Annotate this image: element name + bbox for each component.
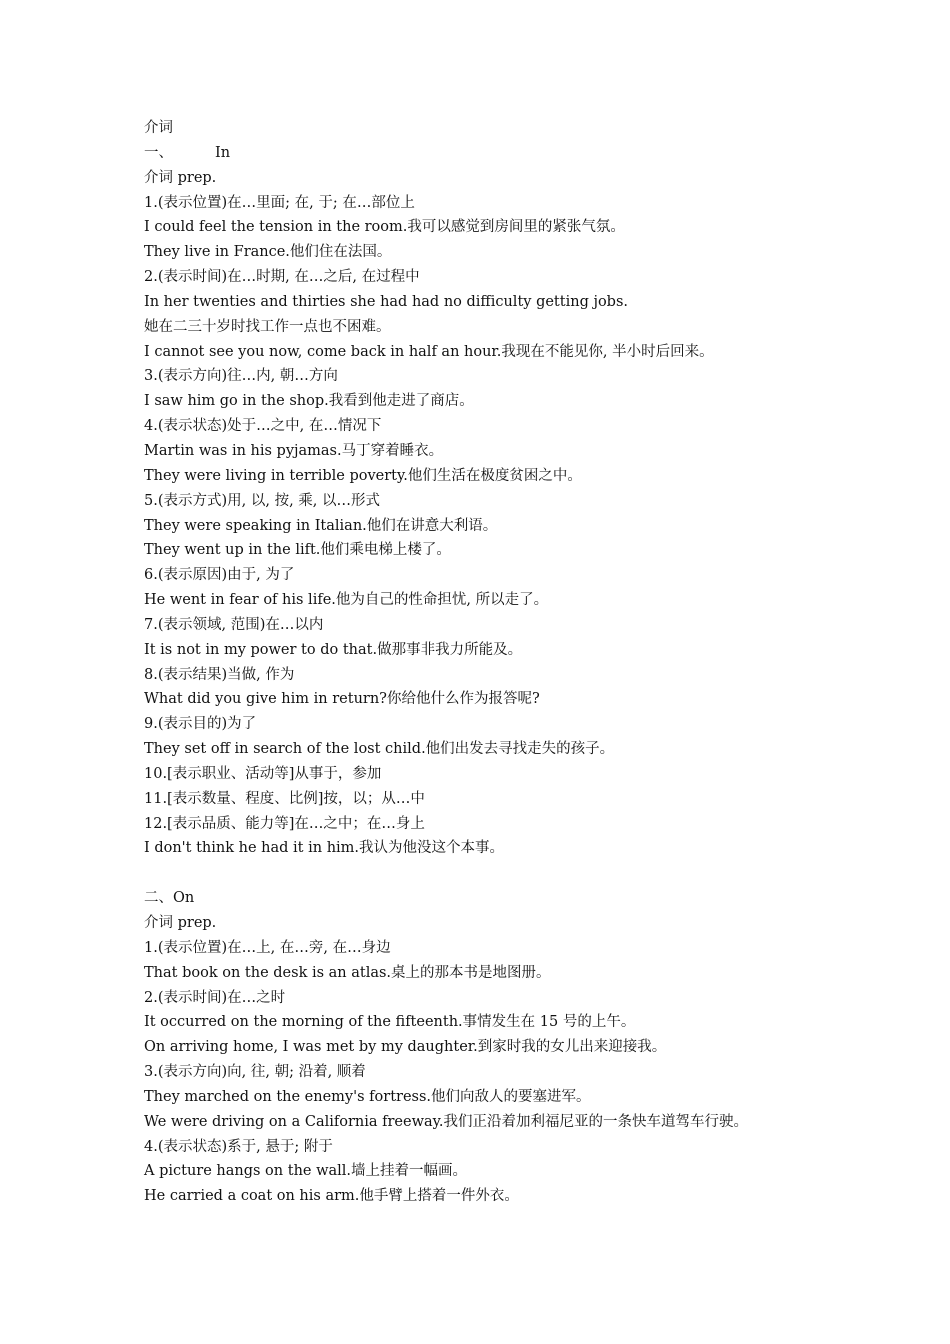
text-line: They marched on the enemy's fortress.他们向敌人的要塞进军。 — [144, 1088, 591, 1105]
text-line: 2.(表示时间)在…时期, 在…之后, 在过程中 — [144, 269, 420, 286]
text-line: 她在二三十岁时找工作一点也不困难。 — [144, 318, 391, 335]
text-line: 5.(表示方式)用, 以, 按, 乘, 以…形式 — [144, 492, 381, 509]
text-line: 9.(表示目的)为了 — [144, 716, 257, 733]
text-line: He carried a coat on his arm.他手臂上搭着一件外衣。 — [144, 1188, 519, 1205]
text-line: 6.(表示原因)由于, 为了 — [144, 567, 295, 584]
text-line: They live in France.他们住在法国。 — [144, 244, 392, 261]
text-line: I cannot see you now, come back in half an hour.我现在不能见你, 半小时后回来。 — [144, 343, 714, 360]
section-word: In — [215, 144, 231, 161]
text-line: Martin was in his pyjamas.马丁穿着睡衣。 — [144, 442, 444, 459]
section-number: 一、 — [144, 144, 173, 161]
document-page — [144, 116, 924, 1209]
text-line: In her twenties and thirties she had had no difficulty getting jobs. — [144, 293, 629, 310]
text-line: 10.[表示职业、活动等]从事于，参加 — [144, 765, 382, 782]
text-line: 1.(表示位置)在…里面; 在, 于; 在…部位上 — [144, 194, 415, 211]
text-line: I could feel the tension in the room.我可以感觉到房间里的紧张气氛。 — [144, 219, 625, 236]
text-line: He went in fear of his life.他为自己的性命担忧, 所以走了。 — [144, 592, 549, 609]
text-line: I don't think he had it in him.我认为他没这个本事。 — [144, 840, 505, 857]
text-line: They went up in the lift.他们乘电梯上楼了。 — [144, 542, 451, 559]
text-line: 2.(表示时间)在…之时 — [144, 989, 286, 1006]
text-line: 3.(表示方向)向, 往, 朝; 沿着, 顺着 — [144, 1064, 366, 1081]
section-heading-on: 二、On — [144, 890, 195, 907]
text-line: 8.(表示结果)当做, 作为 — [144, 666, 295, 683]
text-line: 4.(表示状态)系于, 悬于; 附于 — [144, 1138, 333, 1155]
text-line: 4.(表示状态)处于…之中, 在…情况下 — [144, 418, 382, 435]
section-heading-in — [144, 141, 924, 166]
text-line: We were driving on a California freeway.我们正沿着加利福尼亚的一条快车道驾车行驶。 — [144, 1113, 749, 1130]
text-line: I saw him go in the shop.我看到他走进了商店。 — [144, 393, 474, 410]
text-line: 11.[表示数量、程度、比例]按，以；从…中 — [144, 790, 425, 807]
text-line: 1.(表示位置)在…上, 在…旁, 在…身边 — [144, 939, 391, 956]
text-line: That book on the desk is an atlas.桌上的那本书是地图册。 — [144, 964, 551, 981]
document-title: 介词 — [144, 120, 173, 136]
text-line: On arriving home, I was met by my daughter.到家时我的女儿出来迎接我。 — [144, 1039, 667, 1056]
text-line: 12.[表示品质、能力等]在…之中；在…身上 — [144, 815, 425, 832]
section-in-body — [144, 166, 924, 862]
text-line: They were speaking in Italian.他们在讲意大利语。 — [144, 517, 498, 534]
text-line: 7.(表示领域, 范围)在…以内 — [144, 616, 324, 633]
text-line: It is not in my power to do that.做那事非我力所能及。 — [144, 641, 523, 658]
text-line: A picture hangs on the wall.墙上挂着一幅画。 — [144, 1163, 468, 1180]
text-line: They set off in search of the lost child.他们出发去寻找走失的孩子。 — [144, 741, 615, 758]
text-line: 介词 prep. — [144, 169, 217, 186]
text-line: 3.(表示方向)往…内, 朝…方向 — [144, 368, 338, 385]
blank-line — [144, 861, 924, 886]
text-line: They were living in terrible poverty.他们生活在极度贫困之中。 — [144, 467, 582, 484]
text-line: It occurred on the morning of the fifteenth.事情发生在 15 号的上午。 — [144, 1014, 636, 1031]
text-line: 介词 prep. — [144, 915, 217, 931]
text-line: What did you give him in return?你给他什么作为报答呢? — [144, 691, 540, 708]
section-on-body — [144, 911, 924, 1209]
